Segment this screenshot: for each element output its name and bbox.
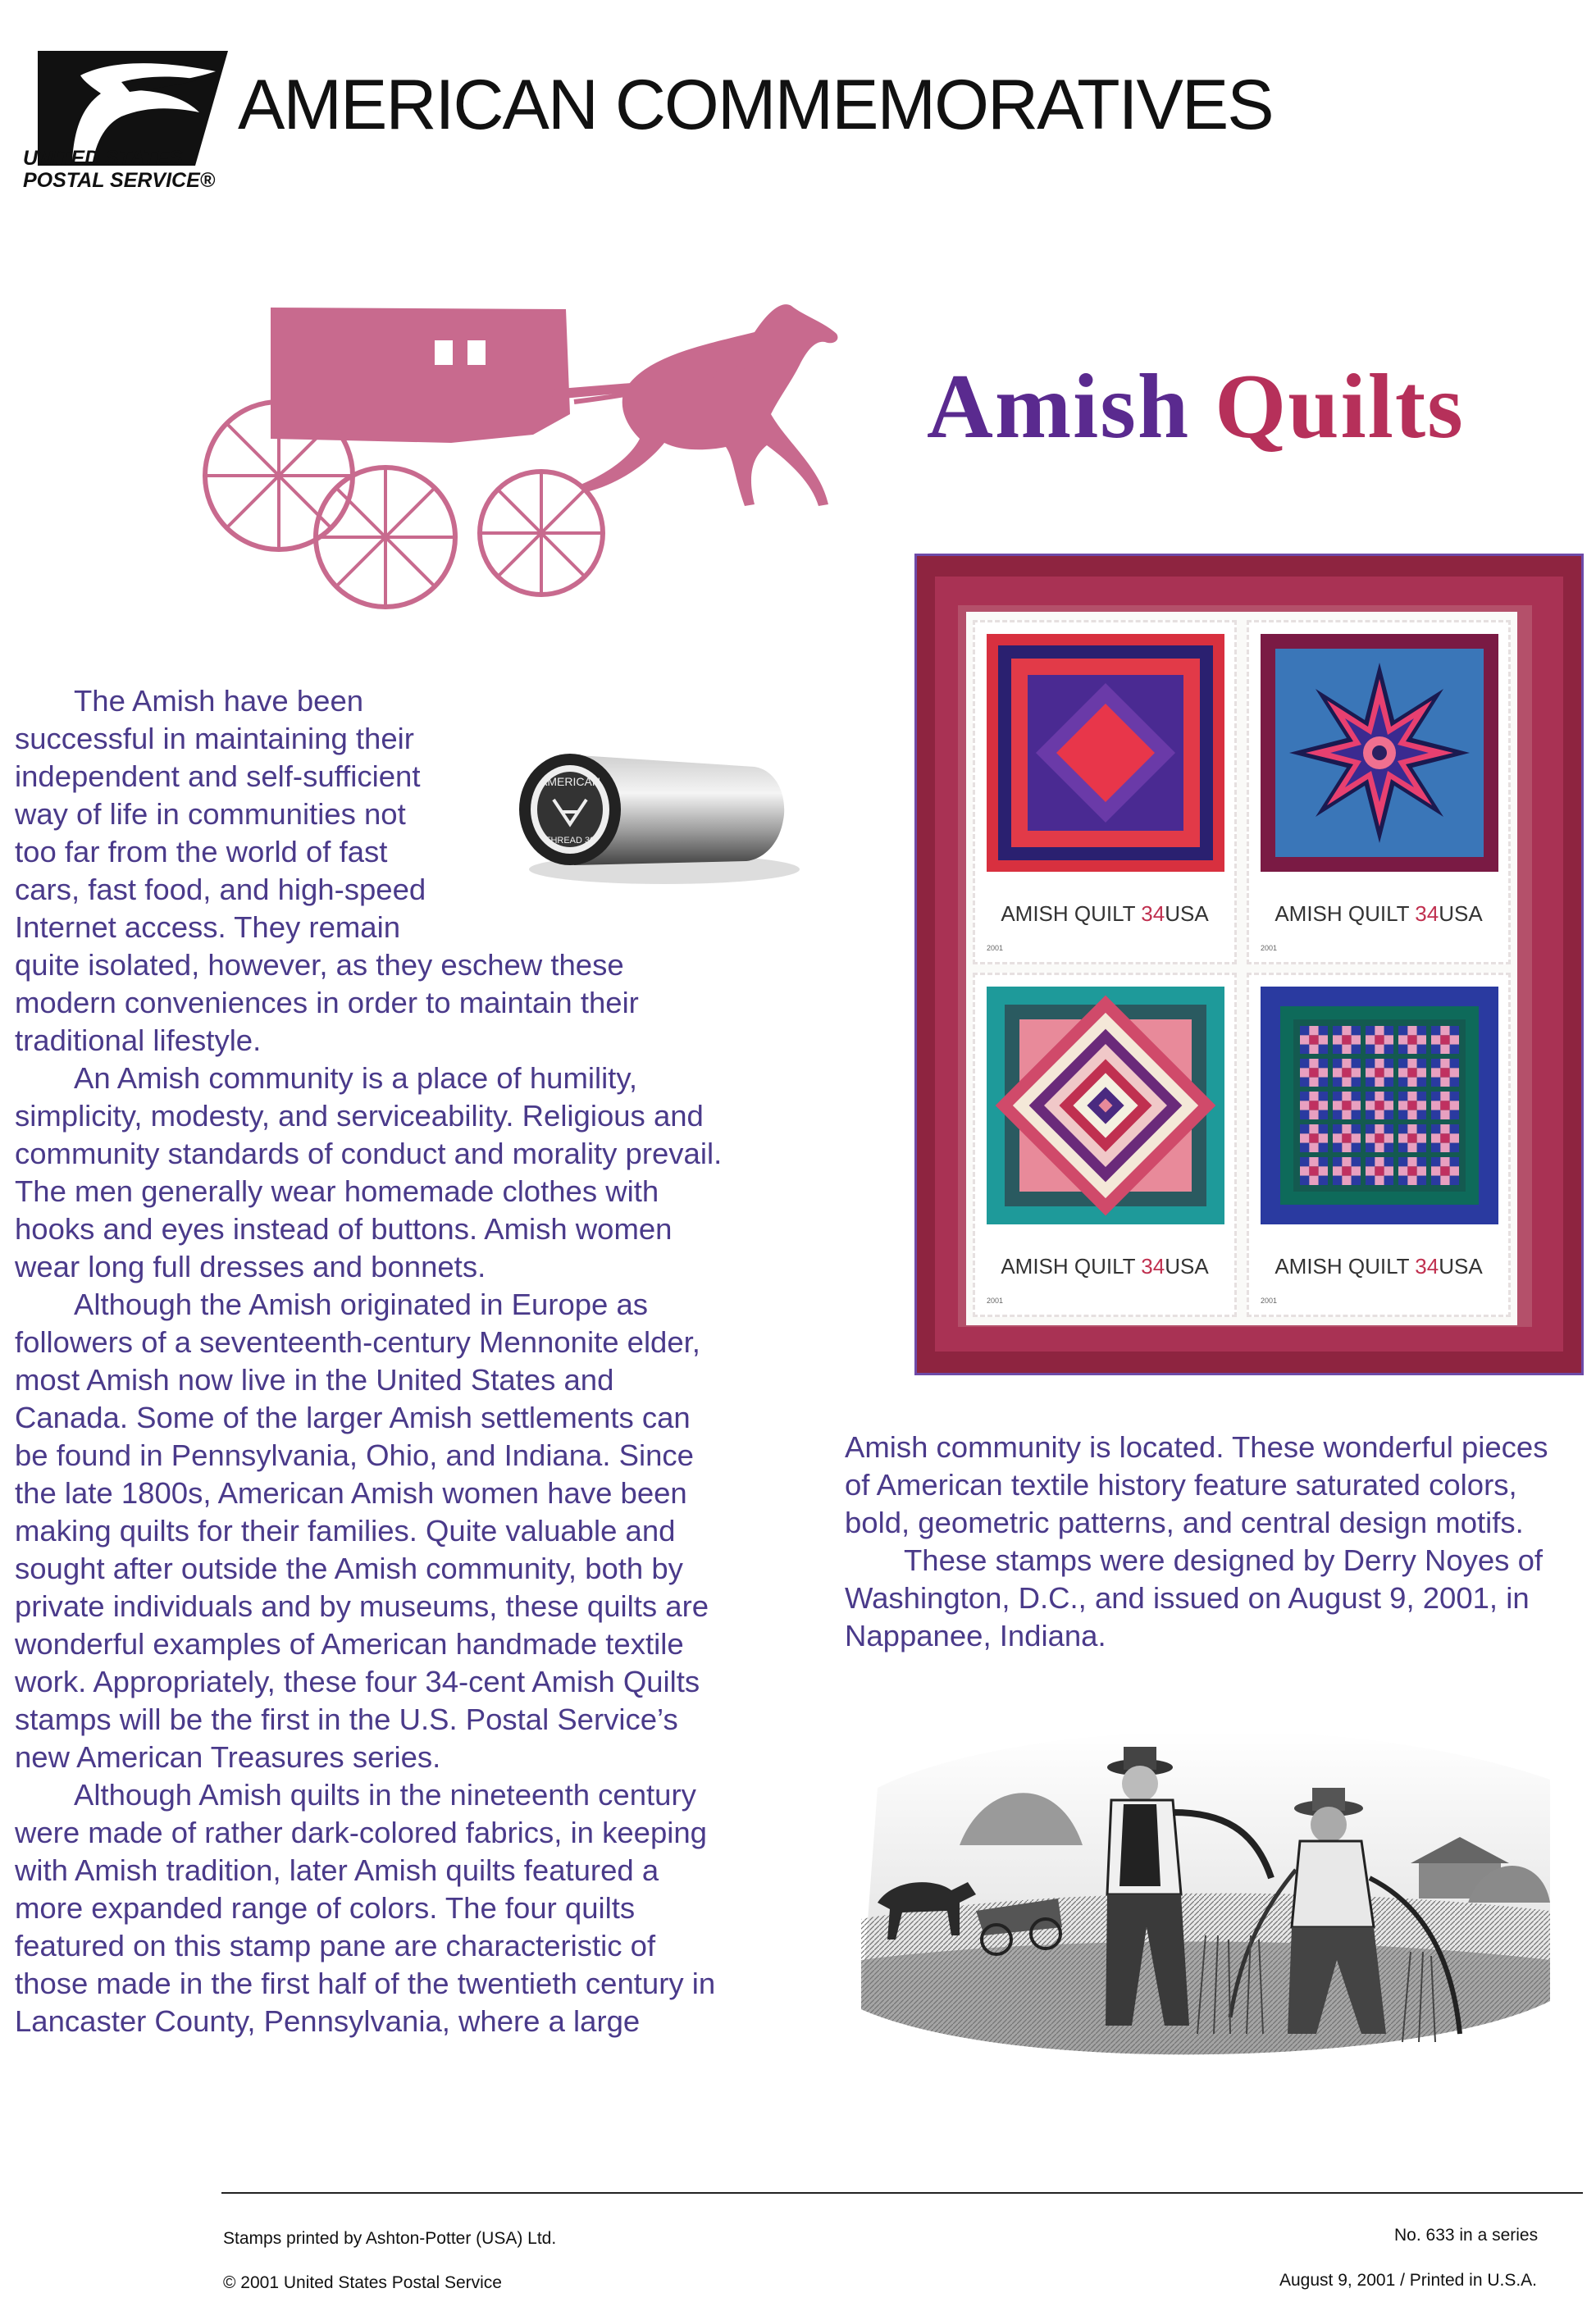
text-line: most Amish now live in the United States and [15, 1363, 614, 1397]
stamp-value: 34 [1141, 901, 1165, 926]
stamp-value: 34 [1415, 901, 1439, 926]
paragraph-3 [15, 1286, 835, 1776]
text-line: An Amish community is a place of humility, [74, 1061, 637, 1095]
spool-label-top: AMERICAN [540, 775, 600, 788]
text-line: be found in Pennsylvania, Ohio, and Indiana. Since [15, 1438, 694, 1472]
text-line: Lancaster County, Pennsylvania, where a large [15, 2004, 641, 2038]
text-line: bold, geometric patterns, and central design motifs. [845, 1506, 1524, 1539]
text-line: work. Appropriately, these four 34-cent Amish Quilts [15, 1665, 700, 1698]
stamp-block [966, 612, 1517, 1325]
footer-copyright: © 2001 United States Postal Service [223, 2273, 502, 2292]
stamp-year: 2001 [1261, 1297, 1278, 1305]
text-line: hooks and eyes instead of buttons. Amish women [15, 1212, 673, 1246]
text-line: the late 1800s, American Amish women have been [15, 1476, 687, 1510]
harvest-scene-engraving [845, 1689, 1566, 2075]
text-line: These stamps were designed by Derry Noyes of [904, 1543, 1544, 1577]
stamp-value: 34 [1415, 1254, 1439, 1279]
paragraph-6 [845, 1542, 1583, 1655]
text-line: Although the Amish originated in Europe as [74, 1288, 649, 1321]
logo-line-2: POSTAL SERVICE® [23, 169, 216, 192]
text-line: sought after outside the Amish community, both by [15, 1552, 683, 1585]
text-line: too far from the world of fast [15, 835, 388, 868]
text-line: were made of rather dark-colored fabrics, in keeping [15, 1816, 707, 1849]
usps-logo-text [23, 148, 220, 192]
stamp-caption [1249, 1254, 1508, 1279]
stamp-caption [1249, 901, 1508, 927]
quilt-center-diamond-image [987, 634, 1224, 872]
text-line: quite isolated, however, as they eschew these [15, 948, 624, 982]
paragraph-2 [15, 1060, 835, 1286]
text-line: followers of a seventeenth-century Mennonite elder, [15, 1325, 700, 1359]
text-line: with Amish tradition, later Amish quilts featured a [15, 1853, 659, 1887]
stamp-label: AMISH QUILT [1001, 901, 1136, 926]
footer-rule [221, 2192, 1583, 2194]
stamp-year: 2001 [987, 1297, 1004, 1305]
logo-line-1: UNITED STATES [23, 147, 183, 170]
stamp-quilt-lone-star [1247, 620, 1511, 964]
text-line: those made in the first half of the twentieth century in [15, 1967, 716, 2000]
stamp-title-word-2: Quilts [1215, 356, 1465, 458]
text-line: Although Amish quilts in the nineteenth century [74, 1778, 696, 1812]
quilt-sunshine-shadow-image [987, 987, 1224, 1224]
text-line: making quilts for their families. Quite valuable and [15, 1514, 676, 1548]
text-line: independent and self-sufficient [15, 759, 421, 793]
text-line: new American Treasures series. [15, 1740, 441, 1774]
quilt-lone-star-image [1261, 634, 1498, 872]
quilt-nine-patch-image [1261, 987, 1498, 1224]
text-line: way of life in communities not [15, 797, 406, 831]
text-line: more expanded range of colors. The four quilts [15, 1891, 636, 1925]
stamp-title [927, 356, 1465, 458]
text-line: stamps will be the first in the U.S. Postal Service’s [15, 1703, 678, 1736]
stamp-country: USA [1439, 901, 1483, 926]
stamp-quilt-sunshine-shadow [973, 973, 1237, 1317]
footer-printer-credit: Stamps printed by Ashton-Potter (USA) Ltd. [223, 2229, 557, 2248]
text-line: wear long full dresses and bonnets. [15, 1250, 486, 1283]
footer-series-number: No. 633 in a series [1394, 2226, 1539, 2245]
stamp-year: 2001 [987, 944, 1004, 952]
text-line: successful in maintaining their [15, 722, 414, 755]
stamp-quilt-nine-patch [1247, 973, 1511, 1317]
paragraph-4 [15, 1776, 835, 2040]
text-line: community standards of conduct and morality prevail. [15, 1137, 723, 1170]
text-line: simplicity, modesty, and serviceability. Religious and [15, 1099, 704, 1133]
stamp-caption [975, 1254, 1234, 1279]
text-line: modern conveniences in order to maintain their [15, 986, 639, 1019]
paragraph-1 [15, 682, 835, 1060]
page-title: AMERICAN COMMEMORATIVES [238, 66, 1273, 144]
body-text-column [15, 682, 835, 2040]
right-text-column [845, 1429, 1583, 1655]
text-line: of American textile history feature saturated colors, [845, 1468, 1517, 1502]
text-line: Internet access. They remain [15, 910, 400, 944]
text-line: The men generally wear homemade clothes with [15, 1174, 659, 1208]
quilt-patches [1300, 1026, 1459, 1185]
text-line: Canada. Some of the larger Amish settlements can [15, 1401, 691, 1434]
footer-date: August 9, 2001 / Printed in U.S.A. [1279, 2271, 1538, 2290]
stamp-title-word-1: Amish [927, 356, 1191, 458]
text-line: Nappanee, Indiana. [845, 1619, 1106, 1652]
text-line: featured on this stamp pane are characteristic of [15, 1929, 656, 1962]
spool-label-bottom: THREAD 30 [545, 836, 595, 846]
text-line: traditional lifestyle. [15, 1023, 262, 1057]
stamp-quilt-center-diamond [973, 620, 1237, 964]
stamp-country: USA [1439, 1254, 1483, 1279]
text-line: The Amish have been [74, 684, 364, 718]
amish-buggy-illustration [180, 291, 878, 619]
text-line: Washington, D.C., and issued on August 9, 2001, in [845, 1581, 1530, 1615]
stamp-caption [975, 901, 1234, 927]
text-line: wonderful examples of American handmade textile [15, 1627, 684, 1661]
stamp-year: 2001 [1261, 944, 1278, 952]
stamp-value: 34 [1141, 1254, 1165, 1279]
text-line: cars, fast food, and high-speed [15, 873, 426, 906]
stamp-label: AMISH QUILT [1275, 901, 1410, 926]
stamp-label: AMISH QUILT [1001, 1254, 1136, 1279]
stamp-label: AMISH QUILT [1275, 1254, 1410, 1279]
stamp-country: USA [1165, 901, 1209, 926]
text-line: private individuals and by museums, these quilts are [15, 1589, 709, 1623]
text-line: Amish community is located. These wonderful pieces [845, 1430, 1548, 1464]
paragraph-5 [845, 1429, 1583, 1542]
stamp-country: USA [1165, 1254, 1209, 1279]
